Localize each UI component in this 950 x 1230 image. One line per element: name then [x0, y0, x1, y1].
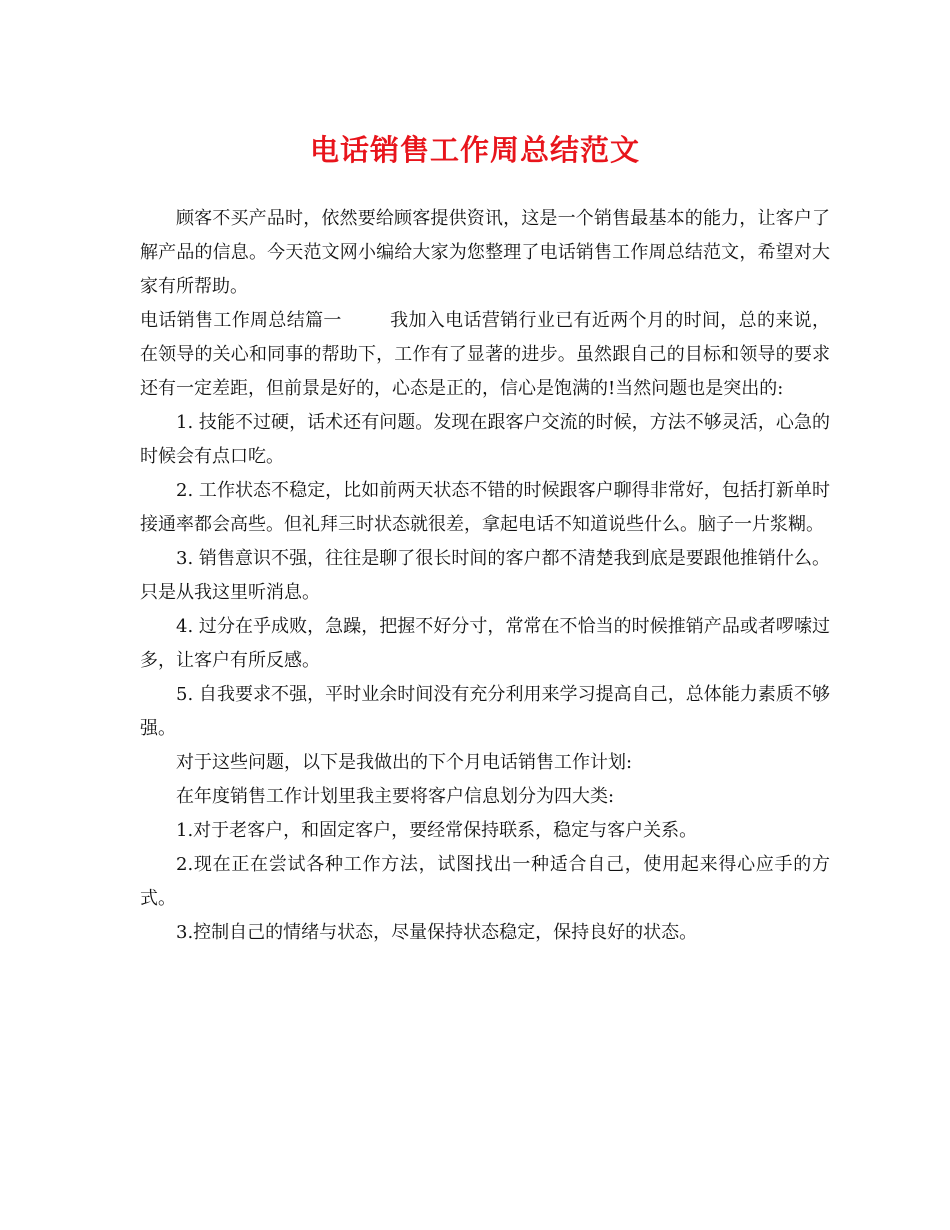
problem-item: 3. 销售意识不强，往往是聊了很长时间的客户都不清楚我到底是要跟他推销什么。只是从我这里听消息。: [140, 548, 830, 603]
document-body: [140, 202, 830, 950]
plan-lead: 在年度销售工作计划里我主要将客户信息划分为四大类:: [176, 786, 615, 807]
section-heading: 电话销售工作周总结篇一: [140, 310, 342, 331]
intro-paragraph: 顾客不买产品时，依然要给顾客提供资讯，这是一个销售最基本的能力，让客户了解产品的信息。今天范文网小编给大家为您整理了电话销售工作周总结范文，希望对大家有所帮助。: [140, 208, 830, 297]
plan-intro: 对于这些问题，以下是我做出的下个月电话销售工作计划:: [176, 752, 633, 773]
section-paragraph: [140, 304, 830, 406]
document-title: 电话销售工作周总结范文: [309, 133, 640, 167]
plan-item: 2.现在正在尝试各种工作方法，试图找出一种适合自己，使用起来得心应手的方式。: [140, 854, 830, 909]
plan-item: 3.控制自己的情绪与状态，尽量保持状态稳定，保持良好的状态。: [176, 922, 698, 943]
problem-item: 4. 过分在乎成败，急躁，把握不好分寸，常常在不恰当的时候推销产品或者啰嗦过多，让客户有所反感。: [140, 616, 830, 671]
problem-item: 2. 工作状态不稳定，比如前两天状态不错的时候跟客户聊得非常好，包括打新单时接通率都会高些。但礼拜三时状态就很差，拿起电话不知道说些什么。脑子一片浆糊。: [140, 480, 830, 535]
section-lead: 我加入电话营销行业已有近两个月的时间，总的来说，在领导的关心和同事的帮助下，工作有了显著的进步。虽然跟自己的目标和领导的要求还有一定差距，但前景是好的，心态是正的，信心是饱满的!当然问题也是突出的:: [140, 310, 831, 399]
plan-item: 1.对于老客户，和固定客户，要经常保持联系，稳定与客户关系。: [176, 820, 698, 841]
problem-item: 5. 自我要求不强，平时业余时间没有充分利用来学习提高自己，总体能力素质不够强。: [140, 684, 830, 739]
problem-item: 1. 技能不过硬，话术还有问题。发现在跟客户交流的时候，方法不够灵活，心急的时候会有点口吃。: [140, 412, 830, 467]
